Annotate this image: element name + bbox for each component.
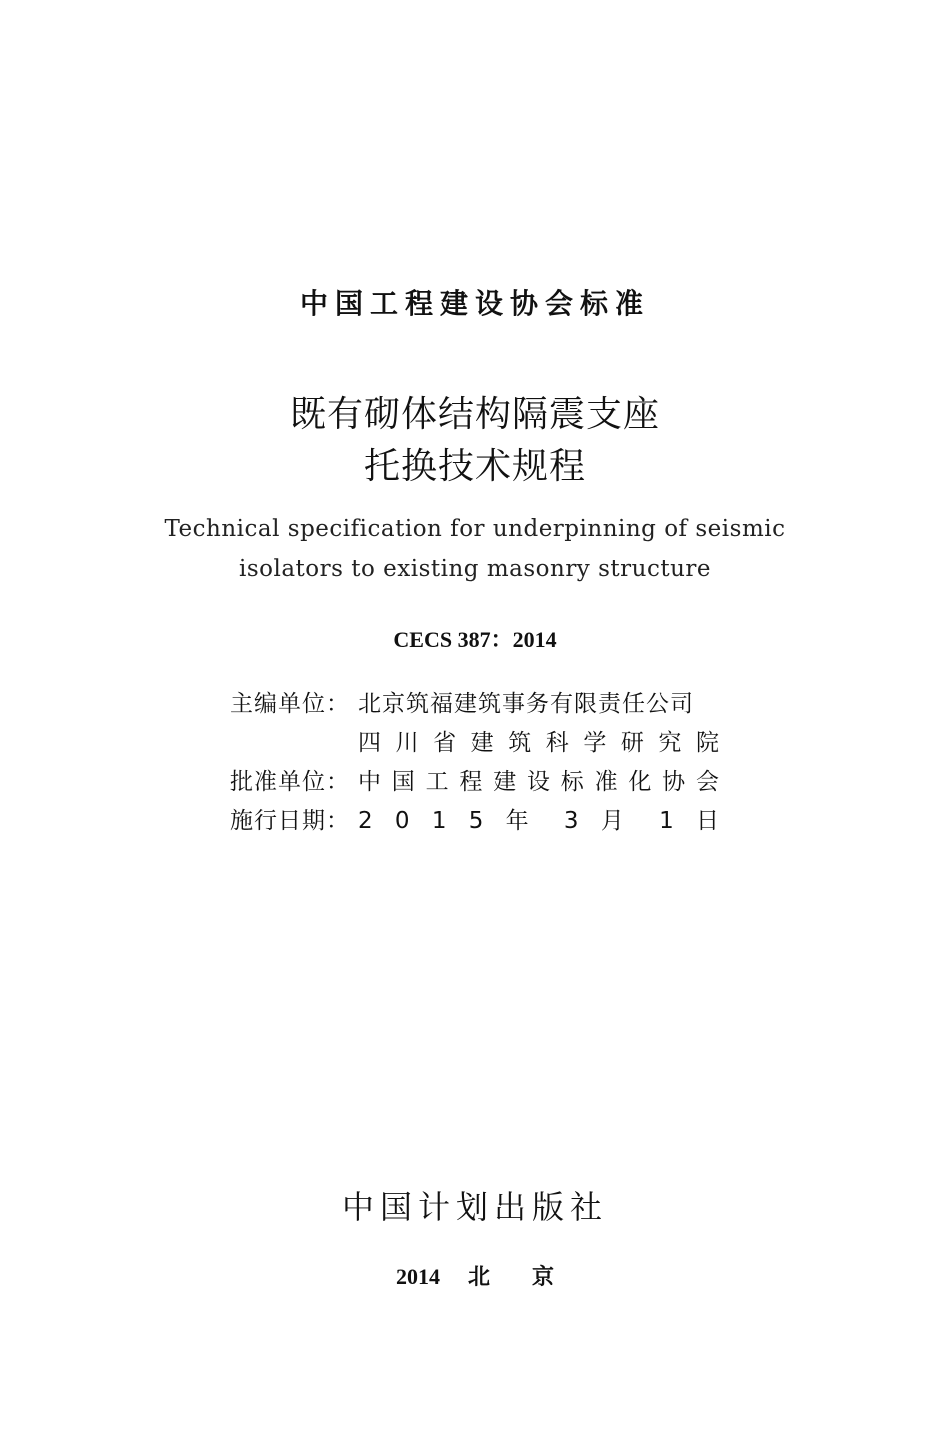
effective-date-row [230,802,750,841]
imprint-city-char-1: 北 [467,1264,490,1289]
chief-editor-label: 主编单位： [230,691,350,717]
effective-date-label: 施行日期： [230,808,350,834]
chief-editor-unit-1: 北京筑福建筑事务有限责任公司 [358,691,694,717]
imprint-city-char-2: 京 [532,1264,555,1289]
document-title-line-1: 既有砌体结构隔震支座 [289,394,660,435]
imprint-line [0,1260,950,1291]
effective-date-value: 2 0 1 5 年 3 月 1 日 [358,808,720,834]
chief-editor-row-2 [230,724,750,763]
approver-unit: 中 国 工 程 建 设 标 准 化 协 会 [358,769,720,795]
standard-code: CECS 387：2014 [393,627,557,652]
english-title-line-1: Technical specification for underpinning of seismic [164,516,786,542]
approver-label: 批准单位： [230,769,350,795]
issuing-info-block [230,685,750,841]
document-title-line-2: 托换技术规程 [363,446,586,487]
chief-editor-row [230,685,750,724]
english-title-line-2: isolators to existing masonry structure [238,556,712,582]
label-spacer [230,724,358,763]
standard-series-heading: 中国工程建设协会标准 [299,287,650,320]
imprint-year: 2014 [395,1264,440,1289]
approver-row [230,763,750,802]
publisher-name: 中国计划出版社 [341,1188,608,1226]
chief-editor-unit-2: 四 川 省 建 筑 科 学 研 究 院 [358,730,720,756]
